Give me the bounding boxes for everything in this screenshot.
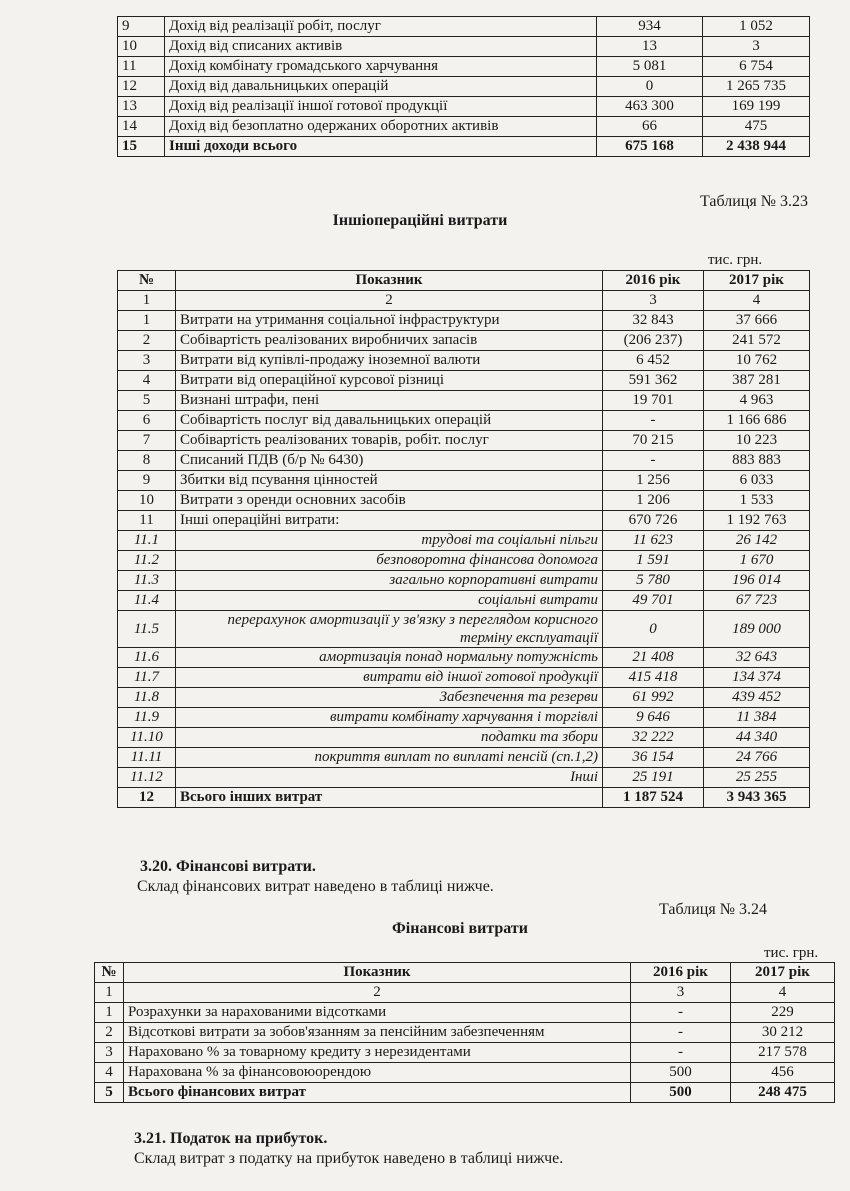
- row-indicator-cell: Витрати від операційної курсової різниці: [176, 371, 603, 391]
- row-indicator-cell: Витрати на утримання соціальної інфраструктури: [176, 311, 603, 331]
- row-number-cell: 12: [118, 788, 176, 808]
- row-2017-cell: 475: [703, 117, 810, 137]
- other-income-table: [117, 16, 810, 157]
- row-number-cell: 11.7: [118, 668, 176, 688]
- row-2016-cell: 500: [631, 1083, 731, 1103]
- row-number-cell: 2: [118, 331, 176, 351]
- row-number-cell: 10: [118, 491, 176, 511]
- total-row: [118, 788, 810, 808]
- column-index-row: [95, 983, 835, 1003]
- sub-row: [118, 748, 810, 768]
- row-2016-cell: -: [631, 1043, 731, 1063]
- row-2016-cell: 19 701: [603, 391, 704, 411]
- row-number-cell: 5: [118, 391, 176, 411]
- row-number-cell: 9: [118, 17, 165, 37]
- table-row: [118, 431, 810, 451]
- row-2017-cell: 26 142: [704, 531, 810, 551]
- sub-row: [118, 611, 810, 648]
- row-2016-cell: 591 362: [603, 371, 704, 391]
- index-cell: 1: [95, 983, 124, 1003]
- row-2017-cell: 1 166 686: [704, 411, 810, 431]
- row-2016-cell: 670 726: [603, 511, 704, 531]
- row-2017-cell: 25 255: [704, 768, 810, 788]
- row-2016-cell: 0: [603, 611, 704, 648]
- row-2017-cell: 169 199: [703, 97, 810, 117]
- table-row: [118, 77, 810, 97]
- row-2016-cell: 6 452: [603, 351, 704, 371]
- row-2017-cell: 883 883: [704, 451, 810, 471]
- row-number-cell: 14: [118, 117, 165, 137]
- table-row: [118, 331, 810, 351]
- row-number-cell: 1: [95, 1003, 124, 1023]
- row-2016-cell: 1 206: [603, 491, 704, 511]
- table-row: [118, 411, 810, 431]
- row-2017-cell: 3: [703, 37, 810, 57]
- sub-row: [118, 648, 810, 668]
- row-indicator-cell: Розрахунки за нарахованими відсотками: [124, 1003, 631, 1023]
- row-2017-cell: 1 533: [704, 491, 810, 511]
- table-row: [118, 37, 810, 57]
- row-number-cell: 7: [118, 431, 176, 451]
- row-2017-cell: 44 340: [704, 728, 810, 748]
- row-number-cell: 11.9: [118, 708, 176, 728]
- row-2017-cell: 4 963: [704, 391, 810, 411]
- row-indicator-cell: покриття виплат по виплаті пенсій (сп.1,2): [176, 748, 603, 768]
- row-indicator-cell: Дохід від давальницьких операцій: [165, 77, 597, 97]
- row-indicator-cell: Всього інших витрат: [176, 788, 603, 808]
- section-3-21-heading: 3.21. Податок на прибуток.: [134, 1130, 328, 1147]
- table-3-24-unit: тис. грн.: [764, 945, 819, 961]
- row-indicator-cell: Дохід комбінату громадського харчування: [165, 57, 597, 77]
- other-operating-expenses-table: [117, 270, 810, 808]
- row-2016-cell: 5 780: [603, 571, 704, 591]
- table-3-24-label: Таблиця № 3.24: [659, 901, 767, 918]
- row-2016-cell: (206 237): [603, 331, 704, 351]
- sub-row: [118, 571, 810, 591]
- table-3-23-unit: тис. грн.: [708, 252, 763, 268]
- sub-row: [118, 708, 810, 728]
- row-2017-cell: 387 281: [704, 371, 810, 391]
- col-2017-header: 2017 рік: [731, 963, 835, 983]
- row-2017-cell: 67 723: [704, 591, 810, 611]
- row-indicator-cell: соціальні витрати: [176, 591, 603, 611]
- table-row: [118, 371, 810, 391]
- table-row: [118, 351, 810, 371]
- row-2017-cell: 196 014: [704, 571, 810, 591]
- table-3-24-title: Фінансові витрати: [392, 920, 528, 937]
- row-2017-cell: 11 384: [704, 708, 810, 728]
- row-2016-cell: 13: [597, 37, 703, 57]
- row-2016-cell: -: [631, 1003, 731, 1023]
- row-2016-cell: 675 168: [597, 137, 703, 157]
- row-indicator-cell: Інші: [176, 768, 603, 788]
- row-2016-cell: 21 408: [603, 648, 704, 668]
- row-number-cell: 11.10: [118, 728, 176, 748]
- row-indicator-cell: Дохід від реалізації робіт, послуг: [165, 17, 597, 37]
- row-number-cell: 11: [118, 57, 165, 77]
- row-indicator-cell: загально корпоративні витрати: [176, 571, 603, 591]
- row-2017-cell: 32 643: [704, 648, 810, 668]
- row-2017-cell: 241 572: [704, 331, 810, 351]
- row-number-cell: 11.2: [118, 551, 176, 571]
- row-number-cell: 11.1: [118, 531, 176, 551]
- row-indicator-cell: перерахунок амортизації у зв'язку з переглядом корисного терміну експлуатації: [176, 611, 603, 648]
- row-number-cell: 1: [118, 311, 176, 331]
- index-cell: 1: [118, 291, 176, 311]
- sub-row: [118, 551, 810, 571]
- row-number-cell: 11.4: [118, 591, 176, 611]
- row-2017-cell: 6 754: [703, 57, 810, 77]
- row-2017-cell: 1 265 735: [703, 77, 810, 97]
- row-number-cell: 11.8: [118, 688, 176, 708]
- row-number-cell: 15: [118, 137, 165, 157]
- row-2017-cell: 229: [731, 1003, 835, 1023]
- row-number-cell: 11.3: [118, 571, 176, 591]
- row-indicator-cell: Дохід від списаних активів: [165, 37, 597, 57]
- row-2016-cell: 0: [597, 77, 703, 97]
- row-2017-cell: 456: [731, 1063, 835, 1083]
- col-indicator-header: Показник: [176, 271, 603, 291]
- row-number-cell: 4: [95, 1063, 124, 1083]
- row-indicator-cell: податки та збори: [176, 728, 603, 748]
- table-3-23-label: Таблиця № 3.23: [700, 193, 808, 210]
- financial-expenses-table: [94, 962, 835, 1103]
- row-indicator-cell: Витрати від купівлі-продажу іноземної валюти: [176, 351, 603, 371]
- row-2016-cell: -: [631, 1023, 731, 1043]
- row-indicator-cell: Дохід від безоплатно одержаних оборотних активів: [165, 117, 597, 137]
- col-number-header: №: [118, 271, 176, 291]
- row-number-cell: 10: [118, 37, 165, 57]
- row-2017-cell: 10 223: [704, 431, 810, 451]
- row-indicator-cell: безповоротна фінансова допомога: [176, 551, 603, 571]
- row-2017-cell: 2 438 944: [703, 137, 810, 157]
- col-2017-header: 2017 рік: [704, 271, 810, 291]
- row-number-cell: 2: [95, 1023, 124, 1043]
- row-2017-cell: 24 766: [704, 748, 810, 768]
- sub-row: [118, 688, 810, 708]
- row-2016-cell: 25 191: [603, 768, 704, 788]
- table-row: [118, 117, 810, 137]
- row-2017-cell: 1 192 763: [704, 511, 810, 531]
- sub-row: [118, 591, 810, 611]
- table-row: [118, 57, 810, 77]
- row-indicator-cell: Відсоткові витрати за зобов'язанням за пенсійним забезпеченням: [124, 1023, 631, 1043]
- row-2016-cell: 11 623: [603, 531, 704, 551]
- section-3-21-text: Склад витрат з податку на прибуток наведено в таблиці нижче.: [134, 1150, 564, 1167]
- row-indicator-cell: Дохід від реалізації іншої готової продукції: [165, 97, 597, 117]
- row-2017-cell: 439 452: [704, 688, 810, 708]
- row-number-cell: 12: [118, 77, 165, 97]
- table-row: [118, 471, 810, 491]
- row-number-cell: 11: [118, 511, 176, 531]
- index-cell: 3: [603, 291, 704, 311]
- row-2017-cell: 1 670: [704, 551, 810, 571]
- row-number-cell: 3: [95, 1043, 124, 1063]
- row-2016-cell: 934: [597, 17, 703, 37]
- sub-row: [118, 728, 810, 748]
- row-2017-cell: 30 212: [731, 1023, 835, 1043]
- index-cell: 4: [731, 983, 835, 1003]
- row-indicator-cell: амортизація понад нормальну потужність: [176, 648, 603, 668]
- row-2016-cell: 1 256: [603, 471, 704, 491]
- col-indicator-header: Показник: [124, 963, 631, 983]
- row-number-cell: 6: [118, 411, 176, 431]
- row-number-cell: 8: [118, 451, 176, 471]
- sub-row: [118, 531, 810, 551]
- index-cell: 2: [176, 291, 603, 311]
- row-2016-cell: -: [603, 411, 704, 431]
- row-number-cell: 9: [118, 471, 176, 491]
- total-row: [95, 1083, 835, 1103]
- column-index-row: [118, 291, 810, 311]
- row-2017-cell: 3 943 365: [704, 788, 810, 808]
- row-indicator-cell: Списаний ПДВ (б/р № 6430): [176, 451, 603, 471]
- row-number-cell: 5: [95, 1083, 124, 1103]
- col-number-header: №: [95, 963, 124, 983]
- table-row: [118, 311, 810, 331]
- row-number-cell: 11.12: [118, 768, 176, 788]
- row-2017-cell: 1 052: [703, 17, 810, 37]
- row-indicator-cell: витрати від іншої готової продукції: [176, 668, 603, 688]
- row-indicator-cell: Собівартість реалізованих виробничих запасів: [176, 331, 603, 351]
- row-2017-cell: 6 033: [704, 471, 810, 491]
- row-2017-cell: 10 762: [704, 351, 810, 371]
- row-indicator-cell: Всього фінансових витрат: [124, 1083, 631, 1103]
- table-row: [118, 391, 810, 411]
- row-number-cell: 4: [118, 371, 176, 391]
- row-number-cell: 11.11: [118, 748, 176, 768]
- row-2016-cell: 32 843: [603, 311, 704, 331]
- table-row: [118, 511, 810, 531]
- row-indicator-cell: Визнані штрафи, пені: [176, 391, 603, 411]
- row-indicator-cell: Інші доходи всього: [165, 137, 597, 157]
- row-2016-cell: 49 701: [603, 591, 704, 611]
- index-cell: 4: [704, 291, 810, 311]
- row-2016-cell: 9 646: [603, 708, 704, 728]
- table-row: [118, 451, 810, 471]
- table-header-row: [118, 271, 810, 291]
- row-2016-cell: 32 222: [603, 728, 704, 748]
- index-cell: 2: [124, 983, 631, 1003]
- row-indicator-cell: трудові та соціальні пільги: [176, 531, 603, 551]
- row-indicator-cell: Собівартість реалізованих товарів, робіт. послуг: [176, 431, 603, 451]
- row-2016-cell: 5 081: [597, 57, 703, 77]
- col-2016-header: 2016 рік: [603, 271, 704, 291]
- row-indicator-cell: Забезпечення та резерви: [176, 688, 603, 708]
- table-header-row: [95, 963, 835, 983]
- row-2016-cell: 415 418: [603, 668, 704, 688]
- row-2016-cell: 66: [597, 117, 703, 137]
- row-2016-cell: -: [603, 451, 704, 471]
- table-row: [95, 1003, 835, 1023]
- row-indicator-cell: витрати комбінату харчування і торгівлі: [176, 708, 603, 728]
- row-indicator-cell: Інші операційні витрати:: [176, 511, 603, 531]
- row-indicator-cell: Собівартість послуг від давальницьких операцій: [176, 411, 603, 431]
- row-2016-cell: 70 215: [603, 431, 704, 451]
- row-2017-cell: 248 475: [731, 1083, 835, 1103]
- table-row: [95, 1043, 835, 1063]
- col-2016-header: 2016 рік: [631, 963, 731, 983]
- section-3-20-text: Склад фінансових витрат наведено в таблиці нижче.: [137, 878, 494, 895]
- row-indicator-cell: Витрати з оренди основних засобів: [176, 491, 603, 511]
- row-2016-cell: 36 154: [603, 748, 704, 768]
- row-2016-cell: 61 992: [603, 688, 704, 708]
- row-indicator-cell: Збитки від псування цінностей: [176, 471, 603, 491]
- row-indicator-cell: Нарахована % за фінансовоюорендою: [124, 1063, 631, 1083]
- sub-row: [118, 768, 810, 788]
- row-2017-cell: 37 666: [704, 311, 810, 331]
- total-row: [118, 137, 810, 157]
- row-2016-cell: 1 591: [603, 551, 704, 571]
- table-row: [118, 97, 810, 117]
- sub-row: [118, 668, 810, 688]
- row-2017-cell: 217 578: [731, 1043, 835, 1063]
- table-3-23-title: Іншіопераційні витрати: [332, 212, 508, 229]
- table-row: [95, 1023, 835, 1043]
- row-2016-cell: 1 187 524: [603, 788, 704, 808]
- row-number-cell: 3: [118, 351, 176, 371]
- row-2016-cell: 500: [631, 1063, 731, 1083]
- row-number-cell: 13: [118, 97, 165, 117]
- table-row: [118, 17, 810, 37]
- row-indicator-cell: Нараховано % за товарному кредиту з нерезидентами: [124, 1043, 631, 1063]
- row-number-cell: 11.6: [118, 648, 176, 668]
- section-3-20-heading: 3.20. Фінансові витрати.: [140, 858, 316, 875]
- row-2016-cell: 463 300: [597, 97, 703, 117]
- table-row: [95, 1063, 835, 1083]
- row-number-cell: 11.5: [118, 611, 176, 648]
- row-2017-cell: 134 374: [704, 668, 810, 688]
- index-cell: 3: [631, 983, 731, 1003]
- table-row: [118, 491, 810, 511]
- row-2017-cell: 189 000: [704, 611, 810, 648]
